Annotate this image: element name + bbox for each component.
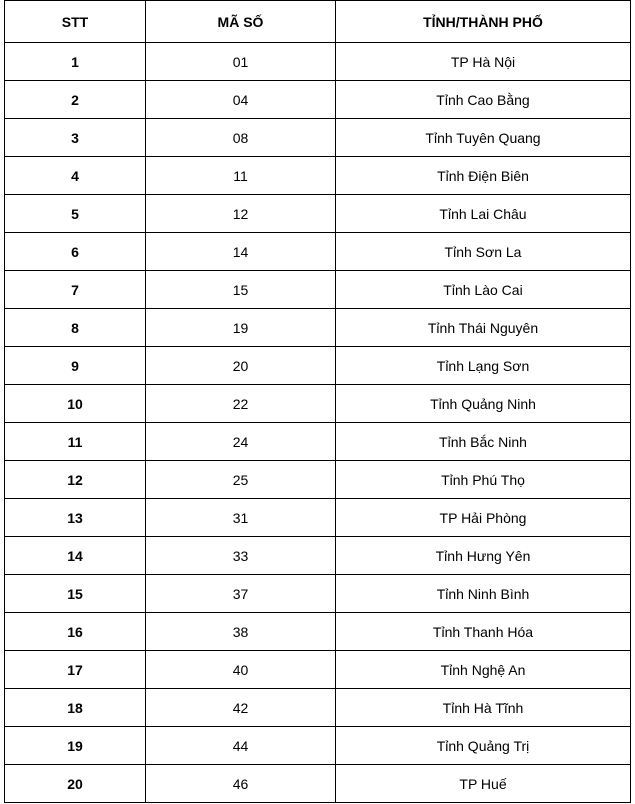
cell-ma-so: 24 — [146, 423, 336, 461]
cell-stt: 10 — [5, 385, 146, 423]
cell-stt: 14 — [5, 537, 146, 575]
cell-stt: 12 — [5, 461, 146, 499]
cell-tinh-thanh-pho: TP Hải Phòng — [336, 499, 631, 537]
cell-stt: 13 — [5, 499, 146, 537]
cell-ma-so: 37 — [146, 575, 336, 613]
cell-ma-so: 38 — [146, 613, 336, 651]
table-row — [5, 575, 631, 613]
cell-ma-so: 01 — [146, 43, 336, 81]
cell-ma-so: 11 — [146, 157, 336, 195]
table-row — [5, 271, 631, 309]
cell-ma-so: 44 — [146, 727, 336, 765]
cell-stt: 17 — [5, 651, 146, 689]
cell-tinh-thanh-pho: Tỉnh Thái Nguyên — [336, 309, 631, 347]
table-row — [5, 765, 631, 803]
cell-stt: 7 — [5, 271, 146, 309]
cell-tinh-thanh-pho: Tỉnh Điện Biên — [336, 157, 631, 195]
cell-tinh-thanh-pho: Tỉnh Bắc Ninh — [336, 423, 631, 461]
cell-tinh-thanh-pho: Tỉnh Cao Bằng — [336, 81, 631, 119]
table-row — [5, 119, 631, 157]
table-header — [5, 1, 631, 43]
cell-tinh-thanh-pho: Tỉnh Lai Châu — [336, 195, 631, 233]
header-ma-so: MÃ SỐ — [146, 1, 336, 43]
cell-stt: 18 — [5, 689, 146, 727]
cell-stt: 20 — [5, 765, 146, 803]
cell-stt: 8 — [5, 309, 146, 347]
cell-ma-so: 42 — [146, 689, 336, 727]
cell-ma-so: 33 — [146, 537, 336, 575]
cell-ma-so: 46 — [146, 765, 336, 803]
cell-ma-so: 22 — [146, 385, 336, 423]
cell-tinh-thanh-pho: Tỉnh Phú Thọ — [336, 461, 631, 499]
cell-tinh-thanh-pho: Tỉnh Ninh Bình — [336, 575, 631, 613]
province-code-table — [4, 0, 631, 803]
table-row — [5, 347, 631, 385]
cell-stt: 19 — [5, 727, 146, 765]
cell-tinh-thanh-pho: TP Huế — [336, 765, 631, 803]
table-body — [5, 43, 631, 803]
cell-tinh-thanh-pho: Tỉnh Tuyên Quang — [336, 119, 631, 157]
cell-stt: 4 — [5, 157, 146, 195]
cell-tinh-thanh-pho: Tỉnh Quảng Trị — [336, 727, 631, 765]
table-row — [5, 309, 631, 347]
cell-ma-so: 25 — [146, 461, 336, 499]
table-row — [5, 651, 631, 689]
province-table-container — [4, 0, 630, 803]
cell-stt: 9 — [5, 347, 146, 385]
cell-tinh-thanh-pho: Tỉnh Lào Cai — [336, 271, 631, 309]
table-row — [5, 727, 631, 765]
table-row — [5, 195, 631, 233]
cell-stt: 6 — [5, 233, 146, 271]
table-row — [5, 461, 631, 499]
header-row — [5, 1, 631, 43]
table-row — [5, 157, 631, 195]
cell-ma-so: 31 — [146, 499, 336, 537]
header-tinh-thanh-pho: TỈNH/THÀNH PHỐ — [336, 1, 631, 43]
cell-tinh-thanh-pho: TP Hà Nội — [336, 43, 631, 81]
cell-ma-so: 20 — [146, 347, 336, 385]
cell-ma-so: 08 — [146, 119, 336, 157]
cell-tinh-thanh-pho: Tỉnh Nghệ An — [336, 651, 631, 689]
table-row — [5, 689, 631, 727]
cell-tinh-thanh-pho: Tỉnh Quảng Ninh — [336, 385, 631, 423]
cell-stt: 16 — [5, 613, 146, 651]
table-row — [5, 233, 631, 271]
cell-ma-so: 15 — [146, 271, 336, 309]
table-row — [5, 81, 631, 119]
cell-tinh-thanh-pho: Tỉnh Hà Tĩnh — [336, 689, 631, 727]
cell-stt: 15 — [5, 575, 146, 613]
cell-ma-so: 19 — [146, 309, 336, 347]
header-stt: STT — [5, 1, 146, 43]
cell-ma-so: 14 — [146, 233, 336, 271]
cell-ma-so: 12 — [146, 195, 336, 233]
cell-stt: 3 — [5, 119, 146, 157]
cell-tinh-thanh-pho: Tỉnh Thanh Hóa — [336, 613, 631, 651]
cell-ma-so: 40 — [146, 651, 336, 689]
cell-stt: 2 — [5, 81, 146, 119]
table-row — [5, 43, 631, 81]
cell-tinh-thanh-pho: Tỉnh Hưng Yên — [336, 537, 631, 575]
table-row — [5, 613, 631, 651]
table-row — [5, 537, 631, 575]
cell-stt: 5 — [5, 195, 146, 233]
cell-tinh-thanh-pho: Tỉnh Lạng Sơn — [336, 347, 631, 385]
cell-stt: 1 — [5, 43, 146, 81]
cell-stt: 11 — [5, 423, 146, 461]
table-row — [5, 385, 631, 423]
cell-tinh-thanh-pho: Tỉnh Sơn La — [336, 233, 631, 271]
cell-ma-so: 04 — [146, 81, 336, 119]
table-row — [5, 423, 631, 461]
table-row — [5, 499, 631, 537]
